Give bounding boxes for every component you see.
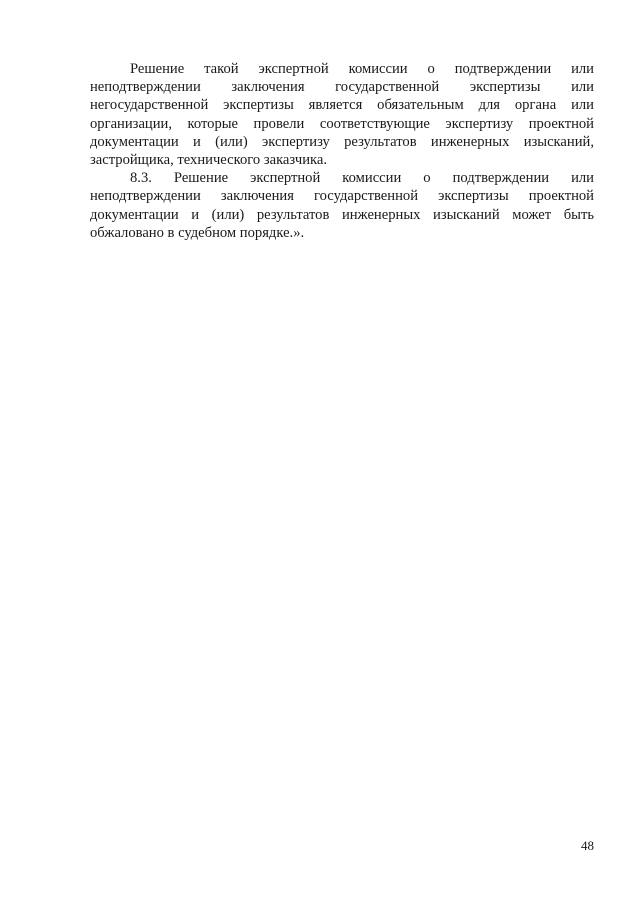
paragraph-8-3: 8.3. Решение экспертной комиссии о подтверждении или неподтверждении заключения государственной экспертизы проектной документации и (или) результатов инженерных изысканий может быть обжаловано в судебном порядке.».	[90, 170, 594, 241]
page-number: 48	[581, 838, 594, 853]
body-text	[90, 60, 594, 242]
paragraph-commission-decision: Решение такой экспертной комиссии о подтверждении или неподтверждении заключения государственной экспертизы или негосударственной экспертизы является обязательным для органа или организации, которые провели соответствующие экспертизу проектной документации и (или) экспертизу результатов инженерных изысканий, застройщика, технического заказчика.	[90, 61, 594, 169]
